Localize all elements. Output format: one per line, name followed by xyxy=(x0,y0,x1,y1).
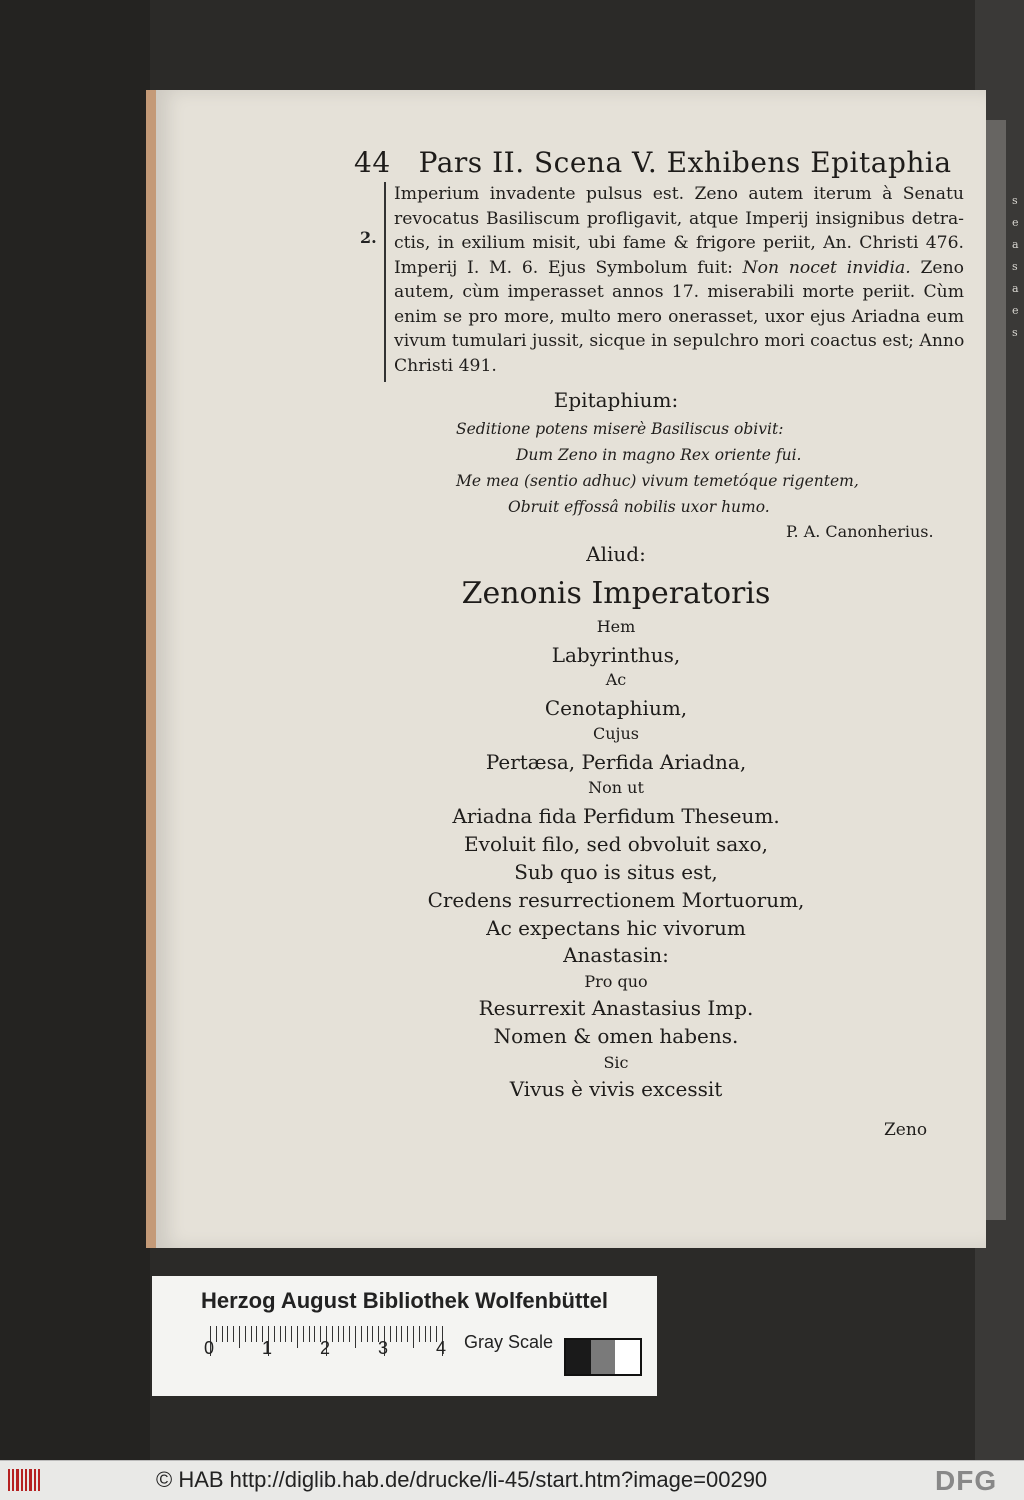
gray-scale-swatches xyxy=(564,1338,642,1376)
ruler-tick xyxy=(361,1326,362,1342)
ruler-tick xyxy=(233,1326,234,1342)
copyright-link[interactable]: © HAB http://diglib.hab.de/drucke/li-45/start.htm?image=00290 xyxy=(156,1467,768,1492)
ruler-tick xyxy=(338,1326,339,1342)
ruler-tick xyxy=(349,1326,350,1342)
barcode-icon xyxy=(8,1469,48,1491)
gray-swatch-dark xyxy=(566,1340,591,1374)
lapidary-line: Ac expectans hic vivorum xyxy=(486,916,746,940)
lapidary-line: Zenonis Imperatoris xyxy=(461,576,771,611)
body-line: enim se pro more, multo mero onerasset, uxor ejus Ariadna eum xyxy=(394,306,964,327)
lapidary-line: Ac xyxy=(605,670,627,689)
gray-swatch-mid xyxy=(591,1340,616,1374)
ruler-tick xyxy=(419,1326,420,1342)
lapidary-line: Sic xyxy=(603,1053,629,1072)
left-background xyxy=(0,0,150,1460)
body-paragraph xyxy=(394,182,964,378)
ruler-number: 4 xyxy=(436,1338,447,1358)
lapidary-line: Ariadna fida Perfidum Theseum. xyxy=(452,804,780,828)
lapidary-line: Cujus xyxy=(592,724,640,743)
ruler-tick xyxy=(430,1326,431,1342)
book-page xyxy=(146,90,986,1248)
ruler-tick xyxy=(251,1326,252,1342)
gray-scale-label: Gray Scale xyxy=(464,1332,554,1352)
ruler-tick xyxy=(280,1326,281,1342)
lapidary-line: Hem xyxy=(596,617,636,636)
ruler-tick xyxy=(216,1326,217,1342)
color-scale-card xyxy=(152,1276,657,1396)
verse-line: Obruit effossâ nobilis uxor humo. xyxy=(508,498,770,516)
ruler-tick xyxy=(291,1326,292,1342)
ruler-number: 3 xyxy=(378,1338,389,1358)
lapidary-line: Cenotaphium, xyxy=(544,696,688,720)
lapidary-line: Evoluit filo, sed obvoluit saxo, xyxy=(464,832,768,856)
ruler-tick xyxy=(372,1326,373,1342)
footer-bar xyxy=(0,1460,1024,1500)
epitaph-author: P. A. Canonherius. xyxy=(786,522,934,541)
running-title: Pars II. Scena V. Exhibens Epitaphia xyxy=(418,146,952,179)
lapidary-line: Credens resurrectionem Mortuorum, xyxy=(427,888,805,912)
ruler-tick xyxy=(222,1326,223,1342)
ruler-tick xyxy=(355,1326,356,1348)
body-line: vivum tumulari jussit, sicque in sepulchro mori coactus est; Anno xyxy=(394,331,965,351)
lapidary-line: Sub quo is situs est, xyxy=(514,860,718,884)
ruler-tick xyxy=(396,1326,397,1342)
verse-line: Me mea (sentio adhuc) vivum temetóque rigentem, xyxy=(456,472,859,490)
symbol-motto: Non nocet invidia. xyxy=(742,257,911,278)
lapidary-line: Pertæsa, Perfida Ariadna, xyxy=(485,750,747,774)
symbol-intro: Imperij I. M. 6. Ejus Symbolum fuit: xyxy=(394,257,743,278)
adjacent-page-marks: s e a s a e s xyxy=(1012,194,1019,339)
dfg-logo: DFG xyxy=(935,1465,998,1496)
catchword: Zeno xyxy=(884,1120,928,1140)
symbol-after: Zeno xyxy=(910,257,964,278)
verse-line: Dum Zeno in magno Rex oriente fui. xyxy=(516,446,802,464)
body-line: Christi 491. xyxy=(394,355,497,376)
body-line: ctis, in exilium misit, ubi fame & frigore periit, An. Christi 476. xyxy=(394,233,964,253)
ruler-number: 2 xyxy=(320,1338,331,1358)
ruler-tick xyxy=(332,1326,333,1342)
ruler-tick xyxy=(309,1326,310,1342)
ruler-tick xyxy=(245,1326,246,1342)
ruler-tick xyxy=(297,1326,298,1348)
lapidary-line: Pro quo xyxy=(584,972,648,991)
ruler-tick xyxy=(343,1326,344,1342)
margin-note: 2. xyxy=(360,228,377,247)
body-line: autem, cùm imperasset annos 17. miserabili morte periit. Cùm xyxy=(394,282,964,302)
lapidary-line: Resurrexit Anastasius Imp. xyxy=(478,996,754,1020)
ruler-tick xyxy=(256,1326,257,1342)
ruler-tick xyxy=(407,1326,408,1342)
ruler-tick xyxy=(314,1326,315,1342)
ruler-tick xyxy=(413,1326,414,1348)
ruler-number: 1 xyxy=(262,1338,273,1358)
ruler-tick xyxy=(239,1326,240,1348)
ruler-tick xyxy=(285,1326,286,1342)
lapidary-line: Vivus è vivis excessit xyxy=(509,1077,723,1101)
page-number: 44 xyxy=(354,146,391,179)
lapidary-line: Anastasin: xyxy=(563,943,669,967)
ruler-tick xyxy=(227,1326,228,1342)
body-line-symbol xyxy=(394,256,964,281)
library-name: Herzog August Bibliothek Wolfenbüttel xyxy=(201,1288,608,1313)
lapidary-line: Labyrinthus, xyxy=(551,643,681,667)
epitaph-title: Epitaphium: xyxy=(553,388,679,412)
page-header xyxy=(354,146,952,179)
ruler-tick xyxy=(367,1326,368,1342)
ruler-tick xyxy=(401,1326,402,1342)
gray-swatch-light xyxy=(615,1340,640,1374)
ruler-number: 0 xyxy=(204,1338,215,1358)
ruler-tick xyxy=(274,1326,275,1342)
lapidary-line: Nomen & omen habens. xyxy=(493,1024,739,1048)
lapidary-line: Non ut xyxy=(588,778,644,797)
body-line: Imperium invadente pulsus est. Zeno autem iterum à Senatu xyxy=(394,184,964,204)
verse-line: Seditione potens miserè Basiliscus obivit: xyxy=(456,420,784,438)
ruler-tick xyxy=(390,1326,391,1342)
aliud-heading: Aliud: xyxy=(586,542,646,566)
ruler-tick xyxy=(425,1326,426,1342)
body-line: revocatus Basiliscum profligavit, atque Imperij insignibus detra- xyxy=(394,208,964,229)
ruler-tick xyxy=(303,1326,304,1342)
